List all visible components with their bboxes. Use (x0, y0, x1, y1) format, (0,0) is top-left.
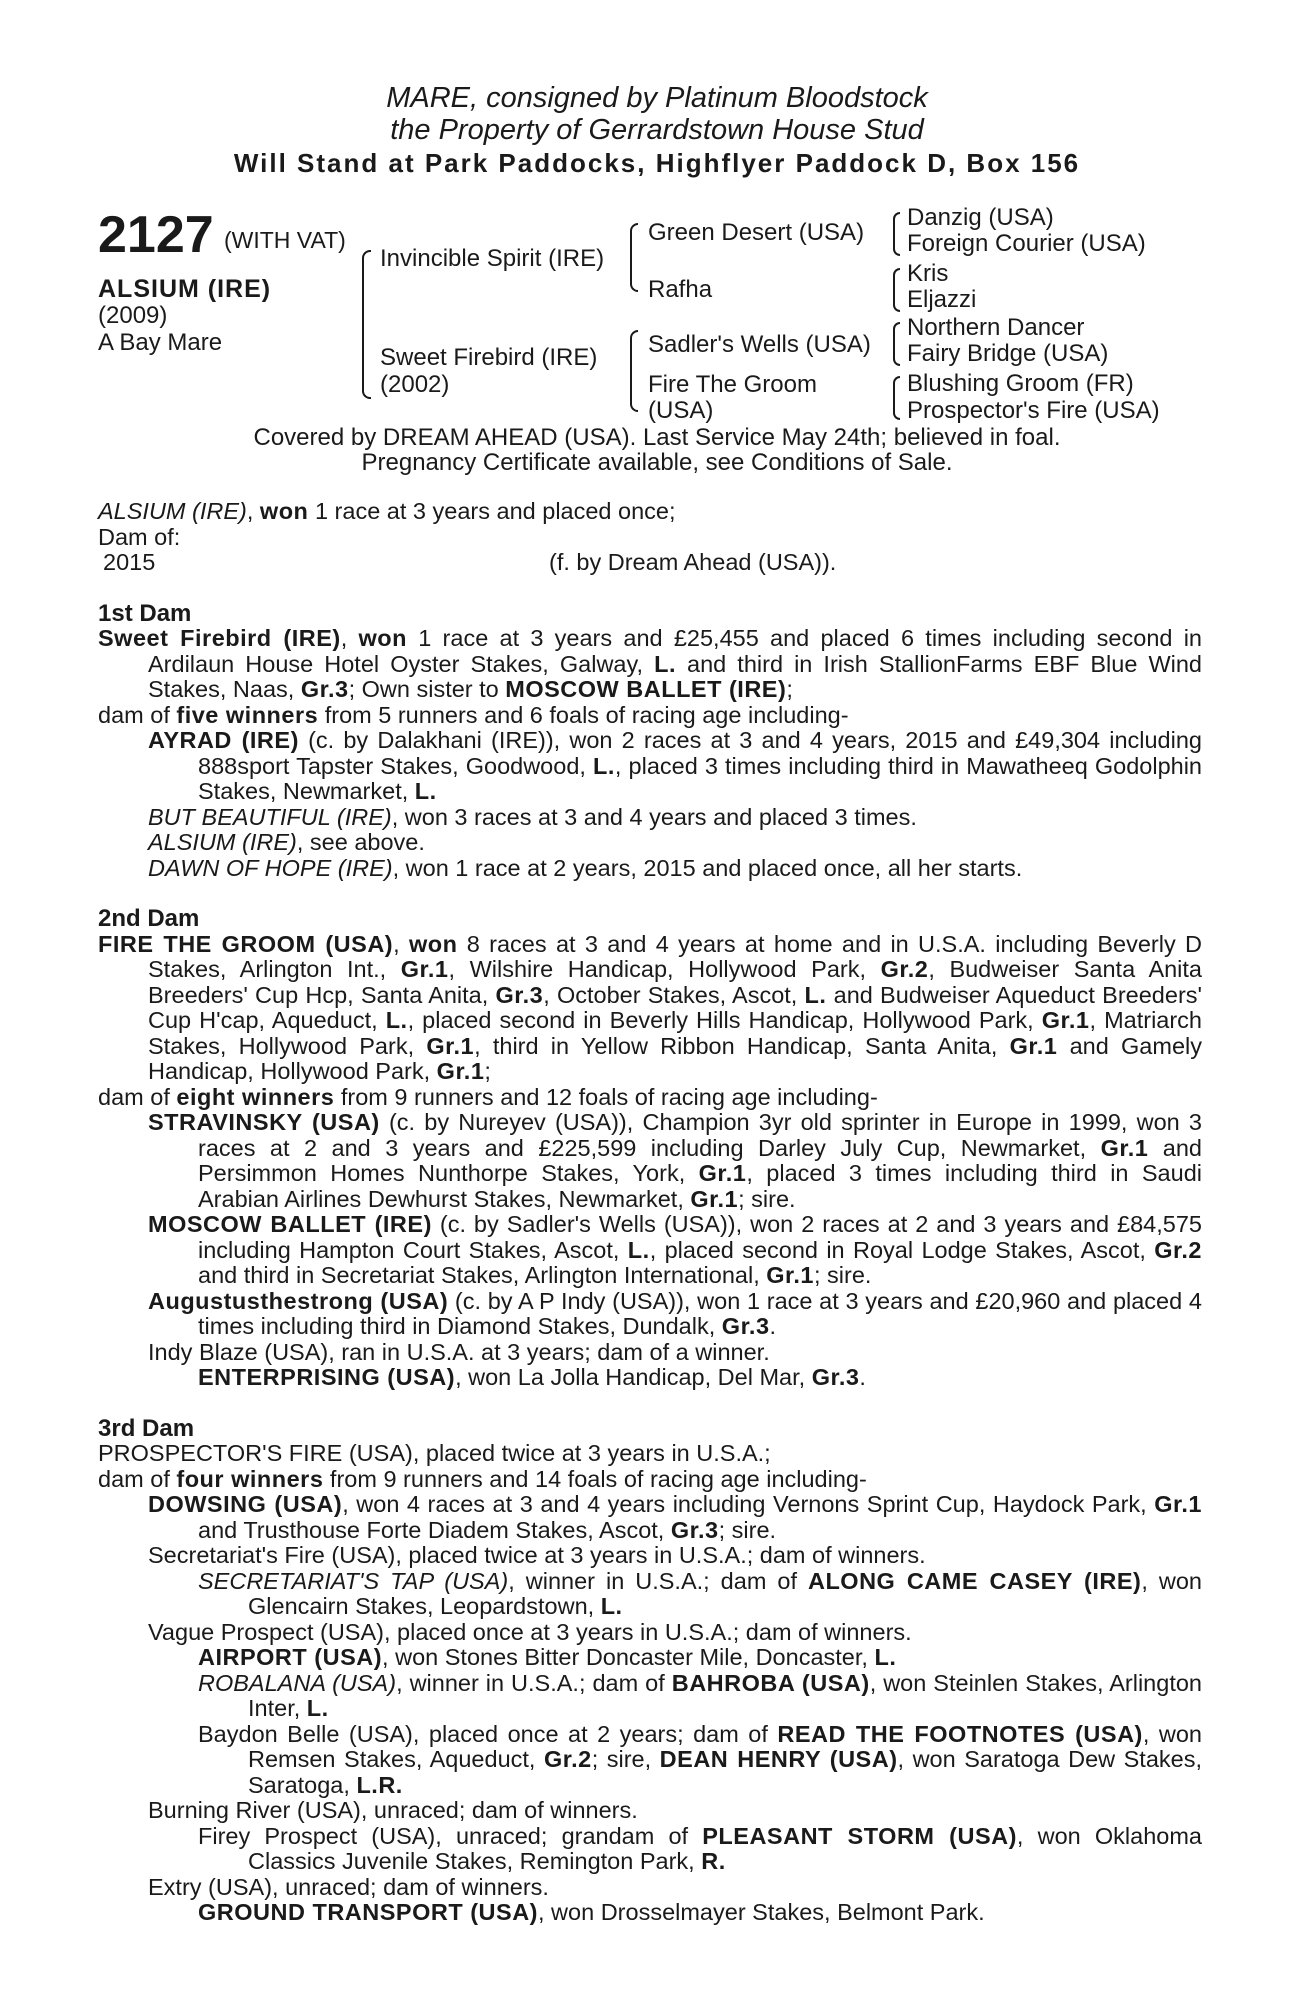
produce-but-beautiful: BUT BEAUTIFUL (IRE), won 3 races at 3 and 4 years and placed 3 times. (148, 803, 917, 830)
produce-ayrad: AYRAD (IRE) (c. by Dalakhani (IRE)), won 2 races at 3 and 4 years, 2015 and £49,304 including 888sport Tapster Stakes, Goodwood, L., placed 3 times including third in Mawatheeq Godolphin Stakes, Newmarket, L. (148, 727, 1202, 804)
covered-by-line: Covered by DREAM AHEAD (USA). Last Service May 24th; believed in foal. (253, 424, 1061, 451)
pedigree-dam-dam-country: (USA) (648, 397, 714, 424)
horse-year: (2009) (98, 302, 168, 329)
first-dam-heading: 1st Dam (98, 599, 192, 627)
produce-foal: (f. by Dream Ahead (USA)). (549, 549, 837, 575)
third-dam-record: PROSPECTOR'S FIRE (USA), placed twice at 3 years in U.S.A.; (98, 1440, 771, 1466)
produce-year: 2015 (103, 549, 156, 575)
pedigree-bracket-sd (893, 268, 900, 312)
produce-indy-blaze: Indy Blaze (USA), ran in U.S.A. at 3 years; dam of a winner. (148, 1338, 770, 1365)
produce-airport: AIRPORT (USA), won Stones Bitter Doncaster Mile, Doncaster, L. (198, 1644, 897, 1670)
intro-won: won (259, 498, 309, 524)
third-dam-heading: 3rd Dam (98, 1414, 195, 1442)
first-dam-record: Sweet Firebird (IRE), won 1 race at 3 years and £25,455 and placed 6 times including second in Ardilaun House Hotel Oyster Stakes, Galway, L. and third in Irish StallionFarms EBF Blue Wind Stakes, Naas, Gr.3; Own sister to MOSCOW BALLET (IRE); (98, 625, 1202, 702)
pedigree-sds: Kris (907, 260, 949, 287)
produce-ground-transport: GROUND TRANSPORT (USA), won Drosselmayer Stakes, Belmont Park. (198, 1899, 985, 1925)
produce-stravinsky: STRAVINSKY (USA) (c. by Nureyev (USA)), Champion 3yr old sprinter in Europe in 1999, won 3 races at 2 and 3 years and £225,599 including Darley July Cup, Newmarket, Gr.1 and Persimmon Homes Nunthorpe Stakes, York, Gr.1, placed 3 times including third in Saudi Arabian Airlines Dewhurst Stakes, Newmarket, Gr.1; sire. (148, 1109, 1203, 1212)
stand-location: Will Stand at Park Paddocks, Highflyer Paddock D, Box 156 (233, 148, 1081, 178)
catalogue-body (98, 499, 1202, 1926)
pedigree-bracket-ds (893, 322, 900, 366)
produce-augustusthestrong: Augustusthestrong (USA) (c. by A P Indy (USA)), won 1 race at 3 years and £20,960 and placed 4 times including third in Diamond Stakes, Dundalk, Gr.3. (148, 1287, 1202, 1339)
produce-vague-prospect: Vague Prospect (USA), placed once at 3 years in U.S.A.; dam of winners. (148, 1618, 912, 1645)
produce-secretariats-tap: SECRETARIAT'S TAP (USA), winner in U.S.A.; dam of ALONG CAME CASEY (IRE), won Glencairn Stakes, Leopardstown, L. (198, 1567, 1203, 1619)
intro-text: 1 race at 3 years and placed once; (308, 498, 676, 524)
pedigree-ssd: Foreign Courier (USA) (907, 230, 1146, 257)
pedigree-bracket-dd (893, 376, 900, 420)
pedigree-bracket-dam (630, 330, 638, 412)
horse-name: ALSIUM (IRE) (98, 275, 272, 303)
pedigree-sss: Danzig (USA) (907, 204, 1054, 231)
produce-moscow-ballet: MOSCOW BALLET (IRE) (c. by Sadler's Wells (USA)), won 2 races at 2 and 3 years and £84,575 including Hampton Court Stakes, Ascot, L., placed second in Royal Lodge Stakes, Ascot, Gr.2 and third in Secretariat Stakes, Arlington International, Gr.1; sire. (148, 1211, 1202, 1288)
pedigree-bracket-ss (893, 212, 900, 256)
produce-burning-river: Burning River (USA), unraced; dam of winners. (148, 1797, 638, 1823)
intro-horse-name: ALSIUM (IRE) (98, 498, 247, 524)
produce-robalana: ROBALANA (USA), winner in U.S.A.; dam of BAHROBA (USA), won Steinlen Stakes, Arlington Inter, L. (198, 1669, 1202, 1721)
pedigree-sire-dam: Rafha (648, 276, 713, 303)
pedigree-bracket-sire (630, 223, 638, 292)
pedigree-dss: Northern Dancer (907, 314, 1085, 341)
vat-label: (WITH VAT) (224, 227, 346, 253)
pedigree-sire-sire: Green Desert (USA) (648, 219, 865, 246)
produce-baydon-belle: Baydon Belle (USA), placed once at 2 years; dam of READ THE FOOTNOTES (USA), won Remsen Stakes, Aqueduct, Gr.2; sire, DEAN HENRY (USA), won Saratoga Dew Stakes, Saratoga, L.R. (198, 1720, 1203, 1798)
pedigree-dsd: Fairy Bridge (USA) (907, 340, 1109, 367)
third-dam-produce-summary: dam of four winners from 9 runners and 14 foals of racing age including- (98, 1465, 867, 1492)
dam-of-label: Dam of: (98, 523, 181, 550)
pedigree-bracket-main (362, 250, 371, 399)
pedigree-dam: Sweet Firebird (IRE) (380, 344, 598, 371)
second-dam-heading: 2nd Dam (98, 905, 200, 932)
property-line: the Property of Gerrardstown House Stud (390, 114, 924, 146)
produce-dowsing: DOWSING (USA), won 4 races at 3 and 4 years including Vernons Sprint Cup, Haydock Park, Gr.1 and Trusthouse Forte Diadem Stakes, Ascot, Gr.3; sire. (148, 1491, 1202, 1543)
produce-alsium: ALSIUM (IRE), see above. (148, 829, 425, 855)
produce-firey-prospect: Firey Prospect (USA), unraced; grandam of PLEASANT STORM (USA), won Oklahoma Classics Juvenile Stakes, Remington Park, R. (198, 1822, 1202, 1874)
consignor-line: MARE, consigned by Platinum Bloodstock (386, 82, 928, 114)
produce-dawn-of-hope: DAWN OF HOPE (IRE), won 1 race at 2 years, 2015 and placed once, all her starts. (148, 854, 1023, 881)
pedigree-dam-sire: Sadler's Wells (USA) (648, 331, 871, 358)
produce-extry: Extry (USA), unraced; dam of winners. (148, 1873, 549, 1900)
produce-secretariats-fire: Secretariat's Fire (USA), placed twice at 3 years in U.S.A.; dam of winners. (148, 1542, 926, 1568)
pedigree-dds: Blushing Groom (FR) (907, 370, 1134, 397)
intro-line: ALSIUM (IRE), won 1 race at 3 years and placed once; (98, 498, 676, 524)
pedigree-dam-dam: Fire The Groom (648, 371, 817, 398)
pedigree-ddd: Prospector's Fire (USA) (907, 397, 1160, 424)
produce-row (98, 550, 1202, 576)
pedigree-sire: Invincible Spirit (IRE) (380, 245, 605, 272)
horse-description: A Bay Mare (98, 329, 223, 356)
pedigree-sdd: Eljazzi (907, 286, 977, 313)
pedigree-dam-year: (2002) (380, 371, 450, 398)
second-dam-record: FIRE THE GROOM (USA), won 8 races at 3 and 4 years at home and in U.S.A. including Beverly D Stakes, Arlington Int., Gr.1, Wilshire Handicap, Hollywood Park, Gr.2, Budweiser Santa Anita Breeders' Cup Hcp, Santa Anita, Gr.3, October Stakes, Ascot, L. and Budweiser Aqueduct Breeders' Cup H'cap, Aqueduct, L., placed second in Beverly Hills Handicap, Hollywood Park, Gr.1, Matriarch Stakes, Hollywood Park, Gr.1, third in Yellow Ribbon Handicap, Santa Anita, Gr.1 and Gamely Handicap, Hollywood Park, Gr.1; (98, 930, 1203, 1084)
pregnancy-certificate-line: Pregnancy Certificate available, see Conditions of Sale. (361, 449, 953, 476)
first-dam-produce-summary: dam of five winners from 5 runners and 6 foals of racing age including- (98, 701, 849, 728)
second-dam-produce-summary: dam of eight winners from 9 runners and 12 foals of racing age including- (98, 1083, 878, 1110)
produce-enterprising: ENTERPRISING (USA), won La Jolla Handicap, Del Mar, Gr.3. (198, 1364, 866, 1390)
lot-number: 2127 (98, 206, 214, 264)
